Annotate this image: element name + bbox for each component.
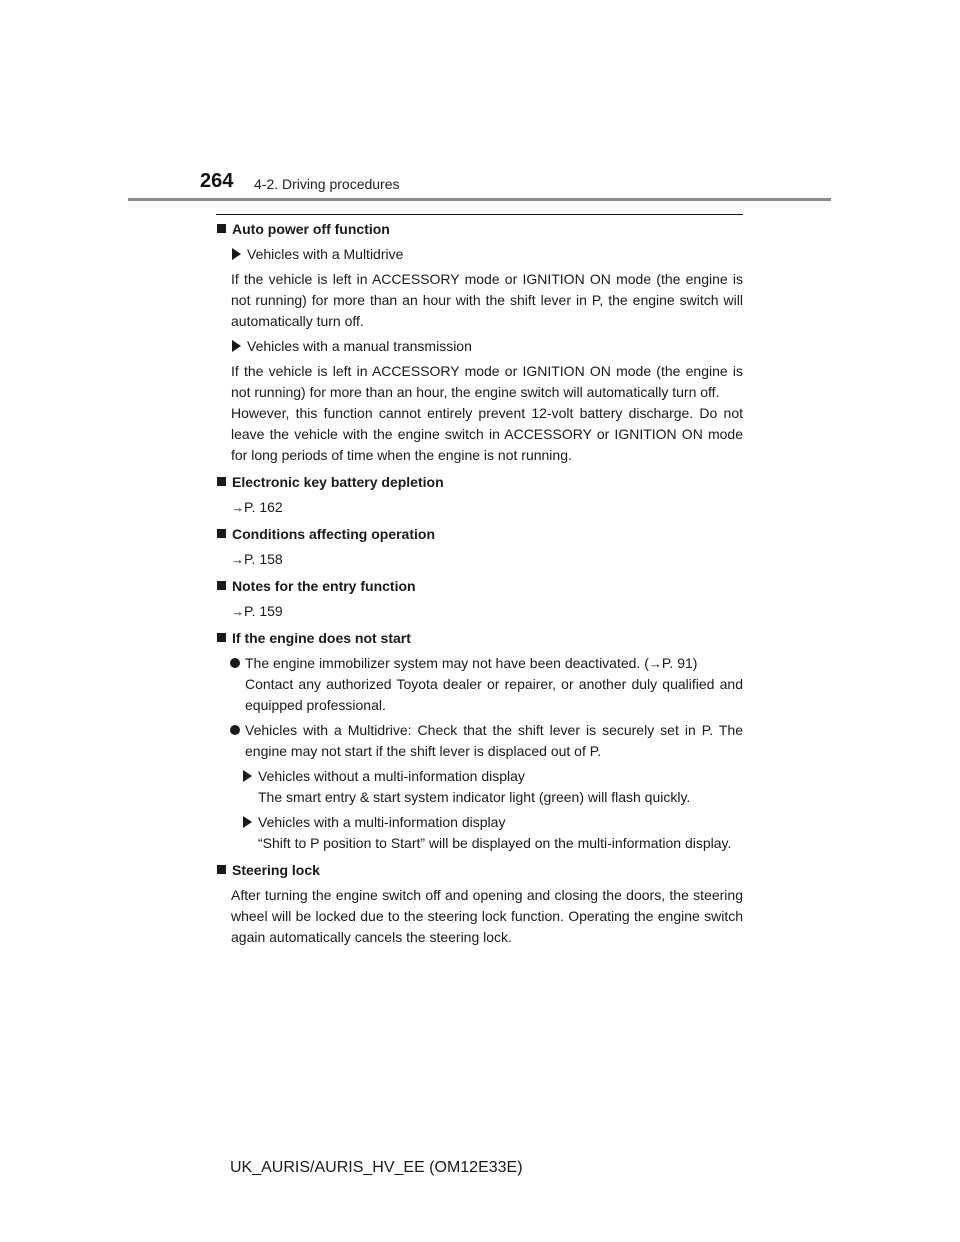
arrow-icon: → xyxy=(231,552,244,567)
bullet-text: The engine immobilizer system may not have been deactivated. ( xyxy=(245,655,649,671)
subheading-detail: The smart entry & start system indicator light (green) will flash quickly. xyxy=(258,789,691,805)
arrow-icon: → xyxy=(648,656,662,671)
subheading-text: Vehicles with a manual transmission xyxy=(247,338,472,354)
paragraph-manual xyxy=(231,361,743,466)
triangle-bullet-icon xyxy=(243,816,252,828)
heading-text: Auto power off function xyxy=(232,221,390,237)
heading-text: Electronic key battery depletion xyxy=(232,474,444,490)
heading-steering-lock xyxy=(216,860,743,881)
bullet-immobilizer xyxy=(229,653,743,716)
heading-no-start xyxy=(216,628,743,649)
heading-conditions xyxy=(216,524,743,545)
page-reference-link[interactable]: P. 159 xyxy=(244,603,283,619)
subheading-detail: “Shift to P position to Start” will be displayed on the multi-information display. xyxy=(258,835,732,851)
heading-key-battery xyxy=(216,472,743,493)
square-bullet-icon xyxy=(217,581,226,590)
round-bullet-icon xyxy=(230,658,240,668)
arrow-icon: → xyxy=(231,604,244,619)
square-bullet-icon xyxy=(217,224,226,233)
square-bullet-icon xyxy=(217,865,226,874)
subheading-multidrive xyxy=(231,244,743,265)
bullet-text-continued: Contact any authorized Toyota dealer or repairer, or another duly qualified and equipped professional. xyxy=(245,676,743,713)
page-reference-link[interactable]: P. 91) xyxy=(661,655,698,671)
round-bullet-icon xyxy=(230,725,240,735)
page-reference-link[interactable]: P. 158 xyxy=(244,551,283,567)
square-bullet-icon xyxy=(217,477,226,486)
paragraph-manual-line-2: However, this function cannot entirely prevent 12-volt battery discharge. Do not leave the vehicle with the engine switch in ACCESSORY or IGNITION ON mode for long periods of time when the engine is not running. xyxy=(231,405,743,463)
subheading-with-mid xyxy=(242,812,743,854)
subheading-no-mid xyxy=(242,766,743,808)
square-bullet-icon xyxy=(217,633,226,642)
page-reference-link[interactable]: P. 162 xyxy=(244,499,283,515)
triangle-bullet-icon xyxy=(243,770,252,782)
header-rule xyxy=(128,198,831,201)
paragraph-steering-lock: After turning the engine switch off and opening and closing the doors, the steering wheel will be locked due to the steering lock function. Operating the engine switch again automatically cancels the steering lock. xyxy=(231,887,743,945)
triangle-bullet-icon xyxy=(232,248,241,260)
page-reference xyxy=(231,497,743,518)
page-content xyxy=(216,219,743,952)
subheading-manual xyxy=(231,336,743,357)
paragraph-manual-line-1: If the vehicle is left in ACCESSORY mode or IGNITION ON mode (the engine is not running) for more than an hour, the engine switch will automatically turn off. xyxy=(231,363,743,400)
document-id-footer: UK_AURIS/AURIS_HV_EE (OM12E33E) xyxy=(230,1159,523,1176)
page-number: 264 xyxy=(200,170,234,192)
heading-auto-power-off xyxy=(216,219,743,240)
bullet-shift-lever xyxy=(229,720,743,762)
page-reference xyxy=(231,549,743,570)
arrow-icon: → xyxy=(231,500,244,515)
square-bullet-icon xyxy=(217,529,226,538)
heading-entry-notes xyxy=(216,576,743,597)
subheading-text: Vehicles without a multi-information display xyxy=(258,768,525,784)
subheading-text: Vehicles with a multi-information display xyxy=(258,814,506,830)
content-rule xyxy=(216,214,743,215)
bullet-text: Vehicles with a Multidrive: Check that the shift lever is securely set in P. The engine may not start if the shift lever is displaced out of P. xyxy=(245,722,743,759)
heading-text: If the engine does not start xyxy=(232,630,411,646)
section-title: 4-2. Driving procedures xyxy=(254,176,400,192)
page-reference xyxy=(231,601,743,622)
heading-text: Notes for the entry function xyxy=(232,578,416,594)
subheading-text: Vehicles with a Multidrive xyxy=(247,246,404,262)
heading-text: Steering lock xyxy=(232,862,320,878)
triangle-bullet-icon xyxy=(232,340,241,352)
heading-text: Conditions affecting operation xyxy=(232,526,435,542)
paragraph-multidrive: If the vehicle is left in ACCESSORY mode or IGNITION ON mode (the engine is not running) for more than an hour with the shift lever in P, the engine switch will automatically turn off. xyxy=(231,271,743,329)
